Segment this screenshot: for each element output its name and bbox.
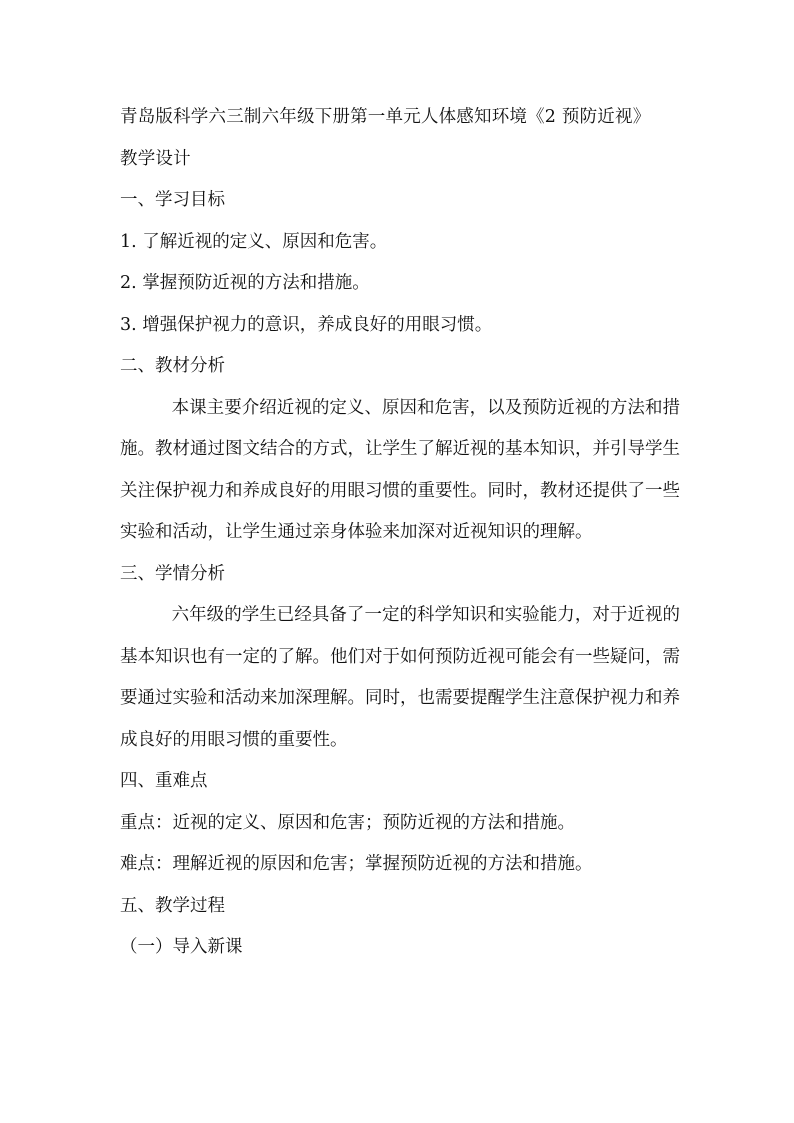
section-heading-teaching-process: 五、教学过程 — [120, 895, 225, 916]
objective-item-1: 1. 了解近视的定义、原因和危害。 — [120, 231, 388, 252]
objective-item-3: 3. 增强保护视力的意识，养成良好的用眼习惯。 — [120, 314, 493, 335]
section-heading-material-analysis: 二、教材分析 — [120, 356, 225, 376]
key-points-text: 重点：近视的定义、原因和危害；预防近视的方法和措施。 — [120, 812, 575, 833]
objective-item-2: 2. 掌握预防近视的方法和措施。 — [120, 273, 370, 293]
material-analysis-paragraph: 本课主要介绍近视的定义、原因和危害，以及预防近视的方法和措施。教材通过图文结合的方式，让学生了解近视的基本知识，并引导学生关注保护视力和养成良好的用眼习惯的重要性。同时，教材还提供了一些实验和活动，让学生通过亲身体验来加深对近视知识的理解。 — [120, 397, 680, 542]
subsection-heading-introduction: （一）导入新课 — [120, 937, 243, 957]
section-heading-key-difficult-points: 四、重难点 — [120, 771, 208, 791]
document-title-line-1: 青岛版科学六三制六年级下册第一单元人体感知环境《2 预防近视》 — [120, 107, 651, 127]
student-analysis-paragraph: 六年级的学生已经具备了一定的科学知识和实验能力，对于近视的基本知识也有一定的了解。他们对于如何预防近视可能会有一些疑问，需要通过实验和活动来加深理解。同时，也需要提醒学生注意保护视力和养成良好的用眼习惯的重要性。 — [120, 605, 680, 750]
document-title-line-2: 教学设计 — [120, 148, 191, 169]
section-heading-objectives: 一、学习目标 — [120, 190, 225, 210]
section-heading-student-analysis: 三、学情分析 — [120, 563, 225, 584]
document-body — [120, 97, 680, 969]
difficult-points-text: 难点：理解近视的原因和危害；掌握预防近视的方法和措施。 — [120, 854, 593, 874]
